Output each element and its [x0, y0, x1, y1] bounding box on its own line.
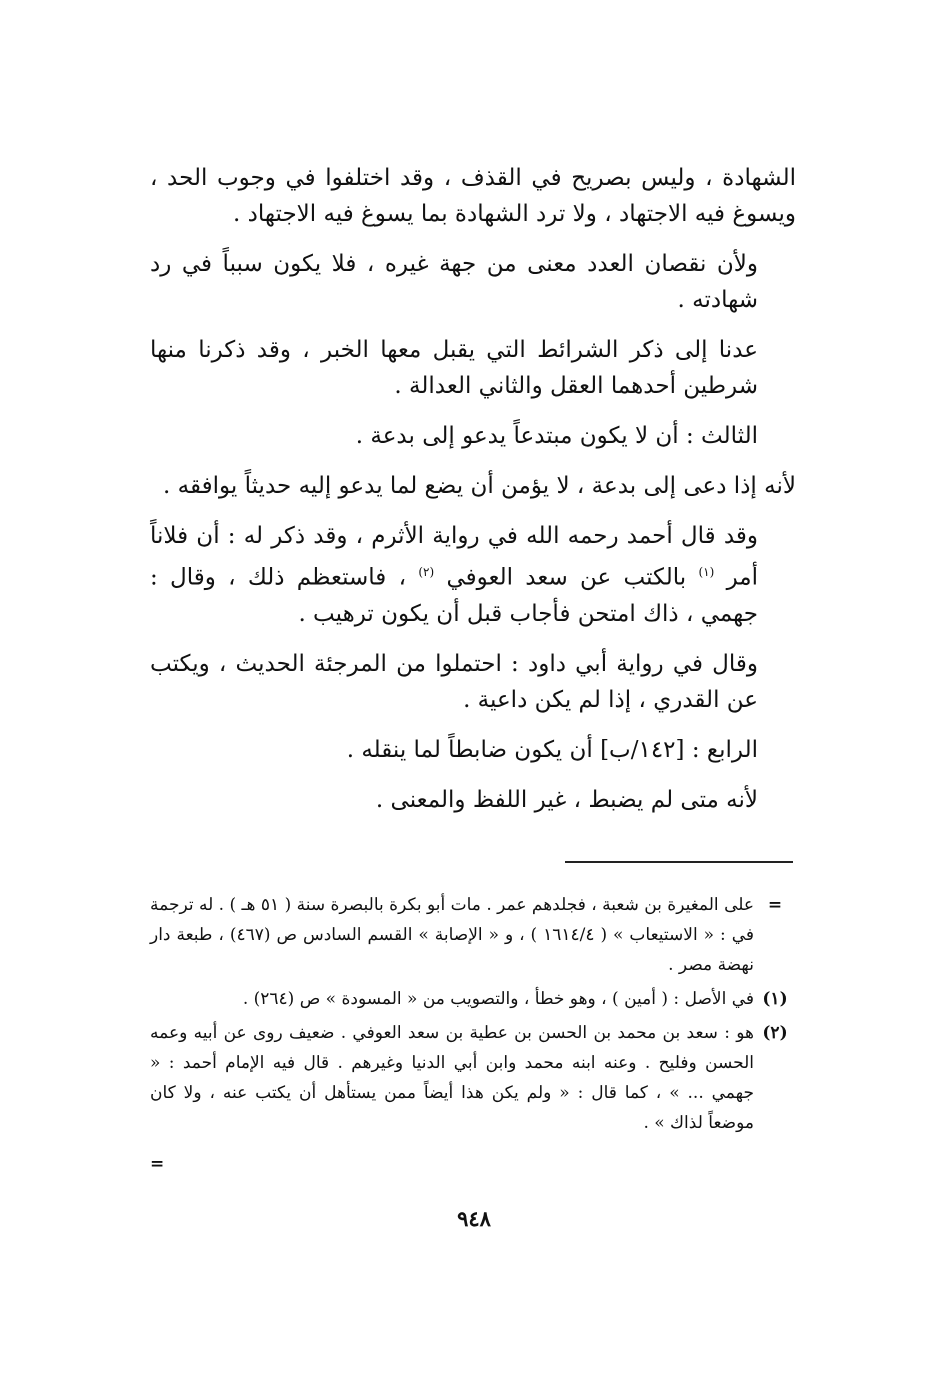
footnote-1 — [150, 984, 796, 1014]
footnote-separator — [565, 861, 793, 863]
paragraph-8: الرابع : [١٤٢/ب] أن يكون ضابطاً لما ينقله . — [346, 736, 758, 763]
paragraph-2: ولأن نقصان العدد معنى من جهة غيره ، فلا يكون سبباً في رد شهادته . — [150, 251, 758, 313]
paragraph-6-part-c: ، فاستعظم ذلك ، وقال : جهمي ، ذاك امتحن فأجاب قبل أن يكون ترهيب . — [150, 564, 758, 627]
continuation-end-mark: = — [150, 1154, 165, 1174]
paragraph-5: لأنه إذا دعى إلى بدعة ، لا يؤمن أن يضع لما يدعو إليه حديثاً يوافقه . — [163, 473, 796, 499]
paragraph-9: لأنه متى لم يضبط ، غير اللفظ والمعنى . — [375, 786, 758, 813]
page-number: ٩٤٨ — [457, 1206, 491, 1231]
footnote-1-text: في الأصل : ( أمين ) ، وهو خطأ ، والتصويب من « المسودة » ص (٢٦٤) . — [242, 989, 754, 1009]
paragraph-6-part-b: بالكتب عن سعد العوفي — [446, 564, 687, 591]
footnote-ref-1: (١) — [698, 565, 715, 579]
footnotes — [150, 890, 796, 1142]
paragraph-7: وقال في رواية أبي داود : احتملوا من المرجئة الحديث ، ويكتب عن القدري ، إذا لم يكن داعية . — [150, 650, 758, 713]
footnote-2 — [150, 1018, 796, 1138]
footnote-1-number: (١) — [762, 989, 788, 1009]
footnote-2-text: هو : سعد بن محمد بن الحسن بن عطية بن سعد العوفي . ضعيف روى عن أبيه وعمه الحسن وفليح . وعنه ابنه محمد وابن أبي الدنيا وغيرهم . قال فيه الإمام أحمد : « جهمي ... » ، كما قال : « ولم يكن هذا أيضاً ممن يستأهل أن يكتب عنه ، ولا كان موضعاً لذاك » . — [150, 1023, 754, 1133]
continuation-mark: = — [767, 895, 783, 915]
paragraph-4: الثالث : أن لا يكون مبتدعاً يدعو إلى بدعة . — [355, 423, 758, 449]
paragraph-6-part-a: وقد قال أحمد رحمه الله في رواية الأثرم ، وقد ذكر له : أن فلاناً أمر — [150, 523, 759, 591]
paragraph-3: عدنا إلى ذكر الشرائط التي يقبل معها الخبر ، وقد ذكرنا منها شرطين أحدهما العقل والثاني العدالة . — [150, 337, 758, 399]
footnote-continuation — [150, 890, 796, 980]
paragraph-1: الشهادة ، وليس بصريح في القذف ، وقد اختلفوا في وجوب الحد ، ويسوغ فيه الاجتهاد ، ولا ترد الشهادة بما يسوغ فيه الاجتهاد . — [150, 165, 796, 227]
footnote-ref-2: (٢) — [418, 565, 435, 579]
paragraph-6 — [150, 518, 796, 632]
main-text — [150, 160, 796, 832]
footnote-2-number: (٢) — [762, 1023, 788, 1043]
continuation-text: على المغيرة بن شعبة ، فجلدهم عمر . مات أبو بكرة بالبصرة سنة ( ٥١ هـ ) . له ترجمة في : « الاستيعاب » ( ١٦١٤/٤ ) ، و « الإصابة » القسم السادس ص (٤٦٧) ، طبعة دار نهضة مصر . — [150, 895, 755, 975]
